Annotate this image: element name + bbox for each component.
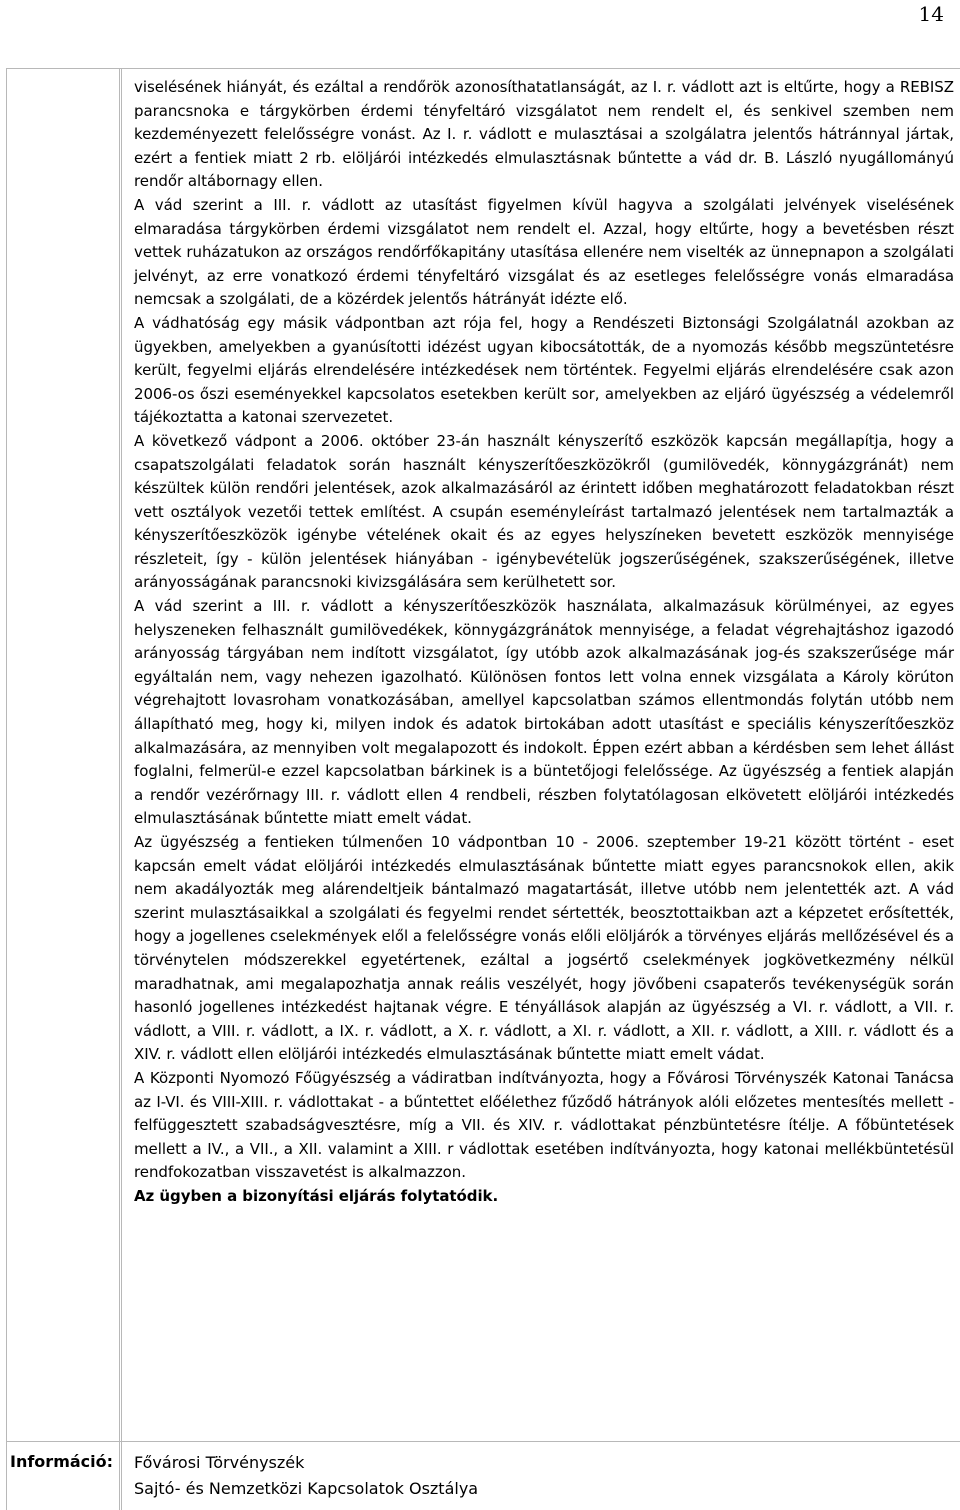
paragraph: A vád szerint a III. r. vádlott az utasítást figyelmen kívül hagyva a szolgálati jelvények viselésének elmaradása tárgykörben érdemi vizsgálatot nem rendelt el. Azzal, hogy eltűrte, hogy a bevetésben részt vettek ruházatukon az országos rendőrfőkapitány utasítása ellenére nem viselték az ünnepnapon a szolgálati jelvényt, az erre vonatkozó érdemi tényfeltáró vizsgálat és az esetleges felelősségre vonás elmaradása nemcsak a szolgálati, de a közérdek jelentős hátrányát idézte elő. xyxy=(134,195,954,309)
info-row-divider xyxy=(6,1441,960,1442)
paragraph: Az ügyészség a fentieken túlmenően 10 vádpontban 10 - 2006. szeptember 19-21 között történt - eset kapcsán emelt vádat elöljárói intézkedés elmulasztásának bűntette miatt egyes parancsnokok ellen, akik nem akadályozták meg alárendeltjeik bántalmazó magatartását, illetve utóbb nem jelentették azt. A vád szerint mulasztásaikkal a szolgálati és fegyelmi rendet sértették, beosztottaikban azt a képzetet erősítették, hogy a jogellenes cselekmények elől a felelősségre vonás előli elöljárók a törvényes eljárás mellőzésével és a törvénytelen módszerekkel egyetértenek, ezáltal a jogsértő cselekmények jogkövetkezmény nélkül maradhatnak, ami megalapozhatja annak reális veszélyét, hogy jövőbeni csapaterős tevékenységük során hasonló jogellenes intézkedést hajtanak végre. E tényállások alapján az ügyészség a VI. r. vádlott, a VII. r. vádlott, a VIII. r. vádlott, a IX. r. vádlott, a X. r. vádlott, a XI. r. vádlott, a XII. r. vádlott, a XIII. r. vádlott és a XIV. r. vádlott ellen elöljárói intézkedés elmulasztásának bűntette miatt emelt vádat. xyxy=(134,833,954,1064)
footer-court-name: Fővárosi Törvényszék xyxy=(134,1453,305,1472)
info-label: Információ: xyxy=(10,1452,114,1471)
paragraph: A Központi Nyomozó Főügyészség a vádiratban indítványozta, hogy a Fővárosi Törvényszék Katonai Tanácsa az I-VI. és VIII-XIII. r. vádlottakat - a bűntettet előélethez fűződő hátrányok alóli előzetes mentesítés mellett - felfüggesztett szabadságvesztésre, míg a VII. és XIV. r. vádlottakat pénzbüntetésre ítélje. A főbüntetések mellett a IV., a VII., a XII. valamint a XIII. r vádlottak esetében indítványozta, hogy katonai mellékbüntetésül rendfokozatban visszavetést is alkalmazzon. xyxy=(134,1068,954,1182)
paragraph: A vád szerint a III. r. vádlott a kényszerítőeszközök használata, alkalmazásuk körülményei, az egyes helyszeneken felhasznált gumilövedékek, könnygázgránátok mennyisége, a feladat végrehajtáshoz igazodó arányosság tárgyában nem indított vizsgálatot, így utóbb azok alkalmazásának jog-és szakszerűsége már egyáltalán nem, vagy nehezen igazolható. Különösen fontos lett volna ennek vizsgálata a Károly körúton végrehajtott lovasroham vonatkozásában, amellyel kapcsolatban számos ellentmondás folytán utóbb nem állapítható meg, hogy ki, milyen indok és adatok birtokában adott utasítást e speciális kényszerítőeszköz alkalmazására, az mennyiben volt megalapozott és indokolt. Éppen ezért abban a kérdésben sem lehet állást foglalni, felmerül-e ezzel kapcsolatban bárkinek is a büntetőjogi felelőssége. Az ügyészség a fentiek alapján a rendőr vezérőrnagy III. r. vádlott ellen 4 rendbeli, részben folytatólagosan elkövetett elöljárói intézkedés elmulasztásának bűntette miatt emelt vádat. xyxy=(134,597,954,828)
footer-department: Sajtó- és Nemzetközi Kapcsolatok Osztálya xyxy=(134,1479,479,1498)
closing-statement: Az ügyben a bizonyítási eljárás folytatódik. xyxy=(134,1186,499,1205)
main-text xyxy=(134,76,954,1209)
paragraph: A vádhatóság egy másik vádpontban azt rója fel, hogy a Rendészeti Biztonsági Szolgálatnál azokban az ügyekben, amelyekben a gyanúsítotti idézést ugyan kibocsátották, de a nyomozás később megszüntetésre került, fegyelmi eljárás elrendelésére intézkedések nem történtek. Fegyelmi eljárás elrendelésére csak azon 2006-os őszi eseményekkel kapcsolatos esetekben került sor, amelyekben az eljáró ügyészség a védelemről tájékoztatta a katonai szervezetet. xyxy=(134,313,954,427)
paragraph: A következő vádpont a 2006. október 23-án használt kényszerítő eszközök kapcsán megállapítja, hogy a csapatszolgálati feladatok során használt kényszerítőeszközökről (gumilövedék, könnygázgránát) nem készültek külön rendőri jelentések, azok alkalmazásáról az érintett időben meghatározott feladatokban részt vett osztályok vezetői tettek említést. A csupán eseményleírást tartalmazó jelentések nem tartalmazták a kényszerítőeszközök igénybe vételének okait és az egyes helyszíneken bevetett eszközök mennyisége részleteit, így - külön jelentések hiányában - igénybevételük jogszerűségének, szakszerűségének, illetve arányosságának parancsnoki kivizsgálására sem kerülhetett sor. xyxy=(134,431,954,592)
page-number: 14 xyxy=(918,2,944,26)
table-top-border xyxy=(6,68,960,69)
left-column xyxy=(6,68,120,1510)
footer xyxy=(134,1450,954,1502)
paragraph: viselésének hiányát, és ezáltal a rendőrök azonosíthatatlanságát, az I. r. vádlott azt is eltűrte, hogy a REBISZ parancsnoka e tárgykörben érdemi tényfeltáró vizsgálatot nem rendelt el, és senkivel szemben nem kezdeményezett felelősségre vonást. Az I. r. vádlott e mulasztásai a szolgálatra jelentős hátránnyal jártak, ezért a fentiek miatt 2 rb. elöljárói intézkedés elmulasztásnak bűntette a vád dr. B. László nyugállományú rendőr altábornagy ellen. xyxy=(134,78,954,191)
